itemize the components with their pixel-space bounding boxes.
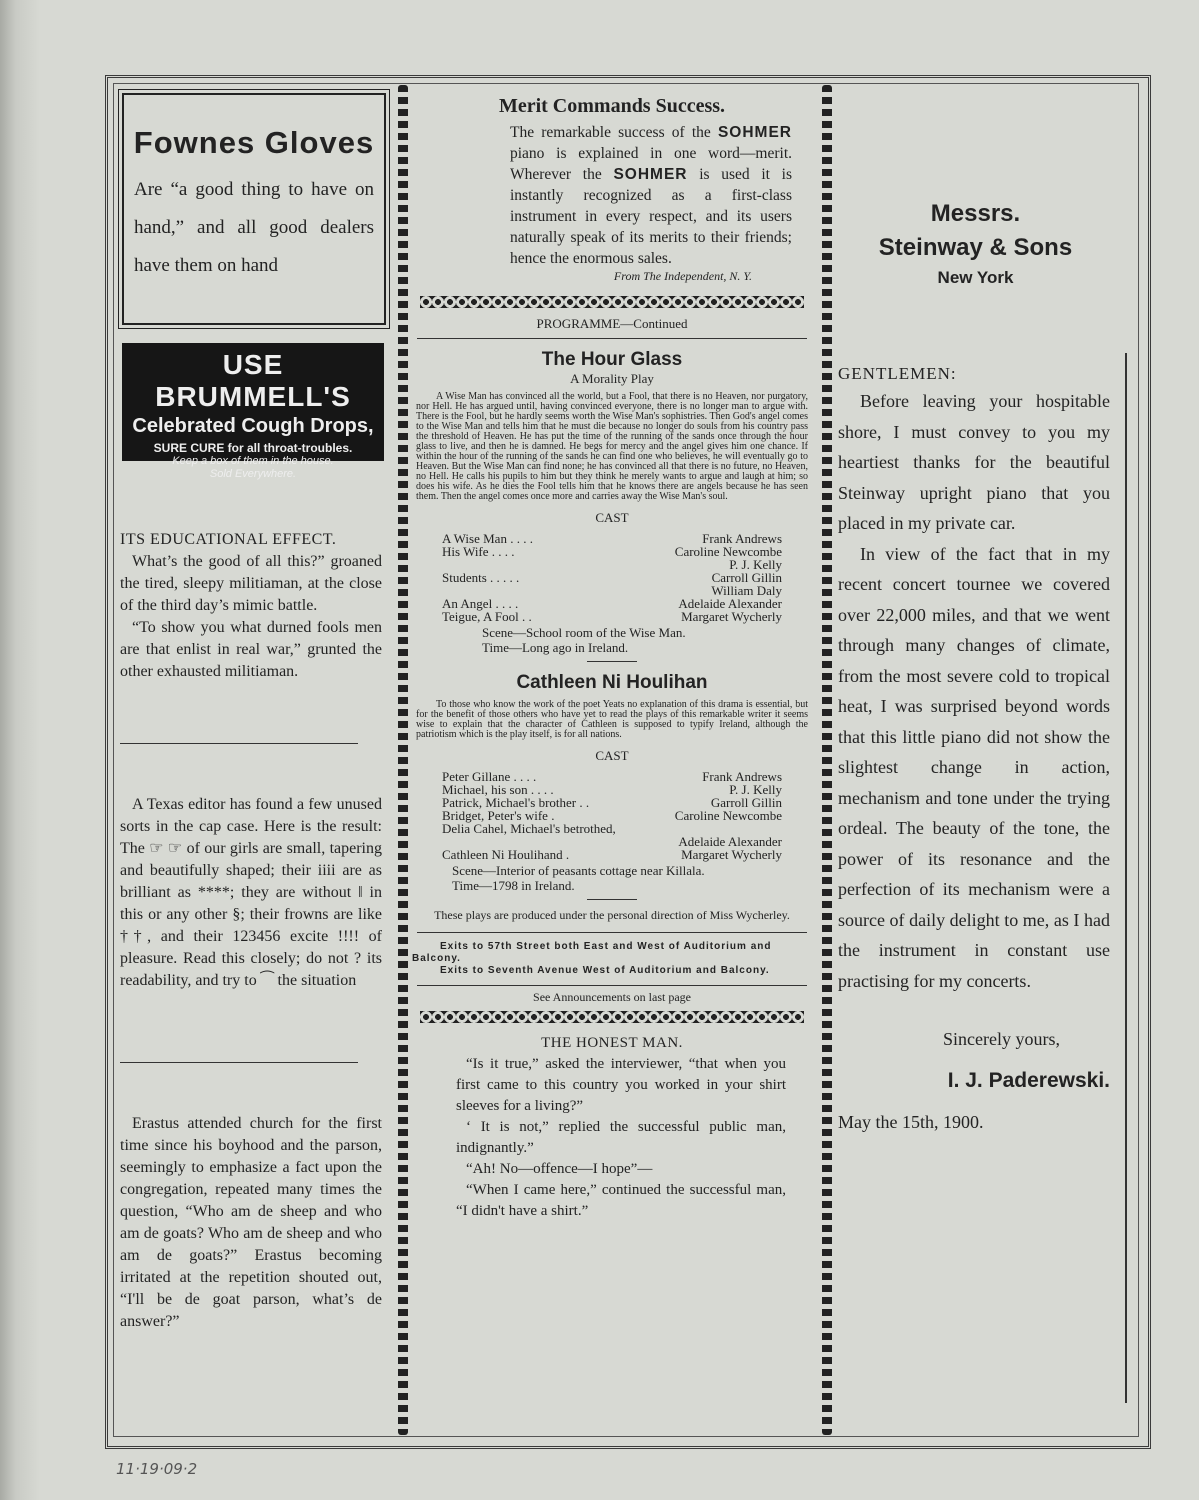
- cast-actor: Frank Andrews: [702, 531, 782, 546]
- cast-role: Teigue, A Fool . .: [442, 609, 532, 624]
- column-rule-left: [398, 85, 408, 1435]
- cast-actor: Caroline Newcombe: [674, 808, 782, 823]
- fownes-ad: [122, 93, 386, 325]
- cast-role: Bridget, Peter's wife .: [442, 808, 555, 823]
- divider: [417, 932, 807, 933]
- cast-actor: Carroll Gillin: [711, 570, 782, 585]
- play1-cast-label: CAST: [595, 510, 629, 525]
- cast-actor: P. J. Kelly: [729, 557, 782, 572]
- merit-title: Merit Commands Success.: [498, 95, 726, 117]
- see-announcements: See Announcements on last page: [533, 990, 691, 1004]
- cast-actor: Adelaide Alexander: [678, 596, 782, 611]
- honest-title: THE HONEST MAN.: [541, 1035, 683, 1051]
- signature: I. J. Paderewski.: [947, 1068, 1110, 1092]
- play1-cast: [412, 532, 812, 623]
- cast-actor: Garroll Gillin: [710, 795, 782, 810]
- cast-actor: Margaret Wycherly: [681, 847, 782, 862]
- column-rule-right: [822, 85, 832, 1435]
- cast-actor: Frank Andrews: [702, 769, 782, 784]
- cast-row: [412, 848, 812, 861]
- wavy-divider: [420, 1011, 804, 1023]
- play2-synopsis: To those who know the work of the poet Yeats no explanation of this drama is essential, but for the benefit of those others who have yet to read the plays of this remarkable writer it seems wise to explain that the character of Cathleen is supposed to typify Ireland, although the patriotism which is the play itself, is for all nations.: [416, 699, 808, 740]
- brummell-ad: [122, 343, 384, 480]
- educational-p2: “To show you what durned fools men are that enlist in real war,” grunted the other exhausted militiaman.: [120, 619, 382, 680]
- honest-p1: “Is it true,” asked the interviewer, “that when you first came to this country you worked in your shirt sleeves for a living?”: [456, 1056, 786, 1114]
- play1-title: The Hour Glass: [541, 349, 683, 370]
- divider: [120, 1062, 358, 1063]
- pencil-note: 11·19·09·2: [116, 1460, 198, 1478]
- honest-p4: “When I came here,” continued the successful man, “I didn't have a shirt.”: [456, 1182, 786, 1219]
- educational-article: [120, 531, 382, 683]
- cast-row: [412, 610, 812, 623]
- letter-closing: Sincerely yours,: [943, 1029, 1060, 1049]
- salutation: GENTLEMEN:: [838, 364, 957, 383]
- play1-scene: Scene—School room of the Wise Man.: [482, 625, 686, 640]
- brummell-line1: USE BRUMMELL'S: [155, 349, 351, 412]
- cast-actor: Margaret Wycherly: [681, 609, 782, 624]
- cast-role: Delia Cahel, Michael's betrothed,: [442, 821, 616, 836]
- page-gutter: [0, 0, 40, 1500]
- cast-role: Cathleen Ni Houlihand .: [442, 847, 570, 862]
- merit-source: From The Independent, N. Y.: [613, 269, 752, 283]
- right-rule: [1125, 353, 1135, 1403]
- brummell-line2: Celebrated Cough Drops,: [132, 415, 374, 437]
- cast-role: Students . . . . .: [442, 570, 520, 585]
- programme-heading: PROGRAMME—Continued: [536, 316, 688, 331]
- fownes-body: Are “a good thing to have on hand,” and all good dealers have them on hand: [134, 179, 374, 276]
- sohmer-brand: SOHMER: [613, 166, 688, 183]
- play1-time: Time—Long ago in Ireland.: [482, 640, 629, 655]
- honest-body: [412, 1052, 812, 1222]
- letter-date: May the 15th, 1900.: [838, 1111, 984, 1132]
- play2-cast: [412, 770, 812, 861]
- sohmer-brand: SOHMER: [717, 124, 792, 141]
- divider: [417, 338, 807, 339]
- merit-text-3: is used it is instantly recognized as a first-class instrument in every respect, and its users naturally speak of its merits to their friends; hence the enormous sales.: [510, 166, 792, 267]
- merit-text-2: piano is explained in one word—merit. Wherever the: [510, 145, 792, 183]
- play1-synopsis: A Wise Man has convinced all the world, but a Fool, that there is no Heaven, nor purgatory, nor Hell. He has argued until, having convinced everyone, there is no longer man to argue with. There is the Fool, but he hardly seems worth the Wise Man's sophistries. Then God's angel comes to the Wise Man and tells him that he must die because no longer do souls from his country pass the threshold of Heaven. He has put the time of the running of the sands once through the hour glass to live, and then he is damned. He begs for mercy and the angel gives him one chance. If within the hour of the running of the sands he can find one who believes, he will eventually go to Heaven. But the Wise Man can find none; he has convinced all that there is no future, no Heaven, no Hell. He calls his pupils to him but they think he merely wants to argue and laugh at him; so does his wife. As he dies the Fool tells him that he knows there are angels because he has seen them. Then the angel comes once more and carries away the Wise Man's soul.: [416, 391, 808, 502]
- exits-seventh: Exits to Seventh Avenue West of Auditorium and Balcony.: [440, 965, 770, 976]
- column-center: [412, 85, 812, 1222]
- firm-name: Steinway & Sons: [878, 234, 1073, 261]
- exits-57th: Exits to 57th Street both East and West of Auditorium and Balcony.: [412, 941, 772, 964]
- cast-actor: Caroline Newcombe: [674, 544, 782, 559]
- cast-actor: Adelaide Alexander: [678, 834, 782, 849]
- brummell-line4: Keep a box of them in the house.: [172, 455, 334, 467]
- cast-role: Patrick, Michael's brother . .: [442, 795, 590, 810]
- merit-text-1: The remarkable success of the: [510, 124, 718, 141]
- play1-subtitle: A Morality Play: [570, 371, 654, 386]
- play2-time: Time—1798 in Ireland.: [452, 878, 575, 893]
- column-left: [120, 85, 388, 1333]
- cast-role: An Angel . . . .: [442, 596, 519, 611]
- divider: [587, 899, 637, 900]
- cast-actor: P. J. Kelly: [729, 782, 782, 797]
- brummell-line3: SURE CURE for all throat-troubles.: [153, 441, 353, 455]
- cast-role: Michael, his son . . . .: [442, 782, 554, 797]
- wavy-divider: [420, 296, 804, 308]
- firm-city: New York: [937, 268, 1014, 287]
- direction-note: These plays are produced under the personal direction of Miss Wycherley.: [434, 908, 790, 922]
- fownes-title: Fownes Gloves: [133, 125, 375, 160]
- divider: [120, 743, 358, 744]
- erastus-article: Erastus attended church for the first time since his boyhood and the parson, seemingly to emphasize a fact upon the congregation, repeated many times the question, “Who am de sheep and who am de goats? Who am de sheep and who am de goats?” Erastus becoming irritated at the repetition shouted out, “I'll be de goat parson, what’s de answer?”: [120, 1115, 382, 1330]
- play2-title: Cathleen Ni Houlihan: [516, 672, 708, 693]
- educational-title: ITS EDUCATIONAL EFFECT.: [120, 531, 337, 548]
- cast-role: His Wife . . . .: [442, 544, 515, 559]
- play2-cast-label: CAST: [595, 748, 629, 763]
- cast-role: Peter Gillane . . . .: [442, 769, 537, 784]
- brummell-line5: Sold Everywhere.: [209, 468, 297, 480]
- honest-p3: “Ah! No—offence—I hope”—: [466, 1161, 653, 1177]
- play2-scene: Scene—Interior of peasants cottage near Killala.: [452, 863, 705, 878]
- divider: [417, 985, 807, 986]
- letter-p1: Before leaving your hospitable shore, I must convey to you my heartiest thanks for the beautiful Steinway upright piano that you placed in my private car.: [838, 391, 1110, 533]
- texas-article: A Texas editor has found a few unused sorts in the cap case. Here is the result: The ☞ ☞ of our girls are small, tapering and beautifully shaped; their iiii are as brilliant as ****; they are without ‖ in this or any other §; their frowns are like ††, and their 123456 excite !!!! of pleasure. Read this closely; do not ? its readability, and try to ⁀ the situation: [120, 796, 382, 989]
- steinway-header: [838, 200, 1113, 288]
- merit-body: [412, 118, 812, 269]
- divider: [587, 661, 637, 662]
- educational-p1: What’s the good of all this?” groaned the tired, sleepy militiaman, at the close of the third day’s mimic battle.: [120, 553, 382, 614]
- letter-p2: In view of the fact that in my recent concert tournee we covered over 22,000 miles, and that we went through many changes of climate, from the most severe cold to tropical heat, I was surprised beyond words that this little piano did not show the slightest change in action, mechanism and tone under the trying ordeal. The beauty of the tone, the power of its resonance and the perfection of its mechanism were a source of daily delight to me, as I had the instrument in constant use practising for my concerts.: [838, 543, 1110, 991]
- honest-p2: ‘ It is not,” replied the successful public man, indignantly.”: [456, 1119, 786, 1156]
- messrs: Messrs.: [930, 200, 1021, 227]
- cast-role: A Wise Man . . . .: [442, 531, 533, 546]
- column-right: [838, 85, 1138, 1137]
- cast-actor: William Daly: [711, 583, 782, 598]
